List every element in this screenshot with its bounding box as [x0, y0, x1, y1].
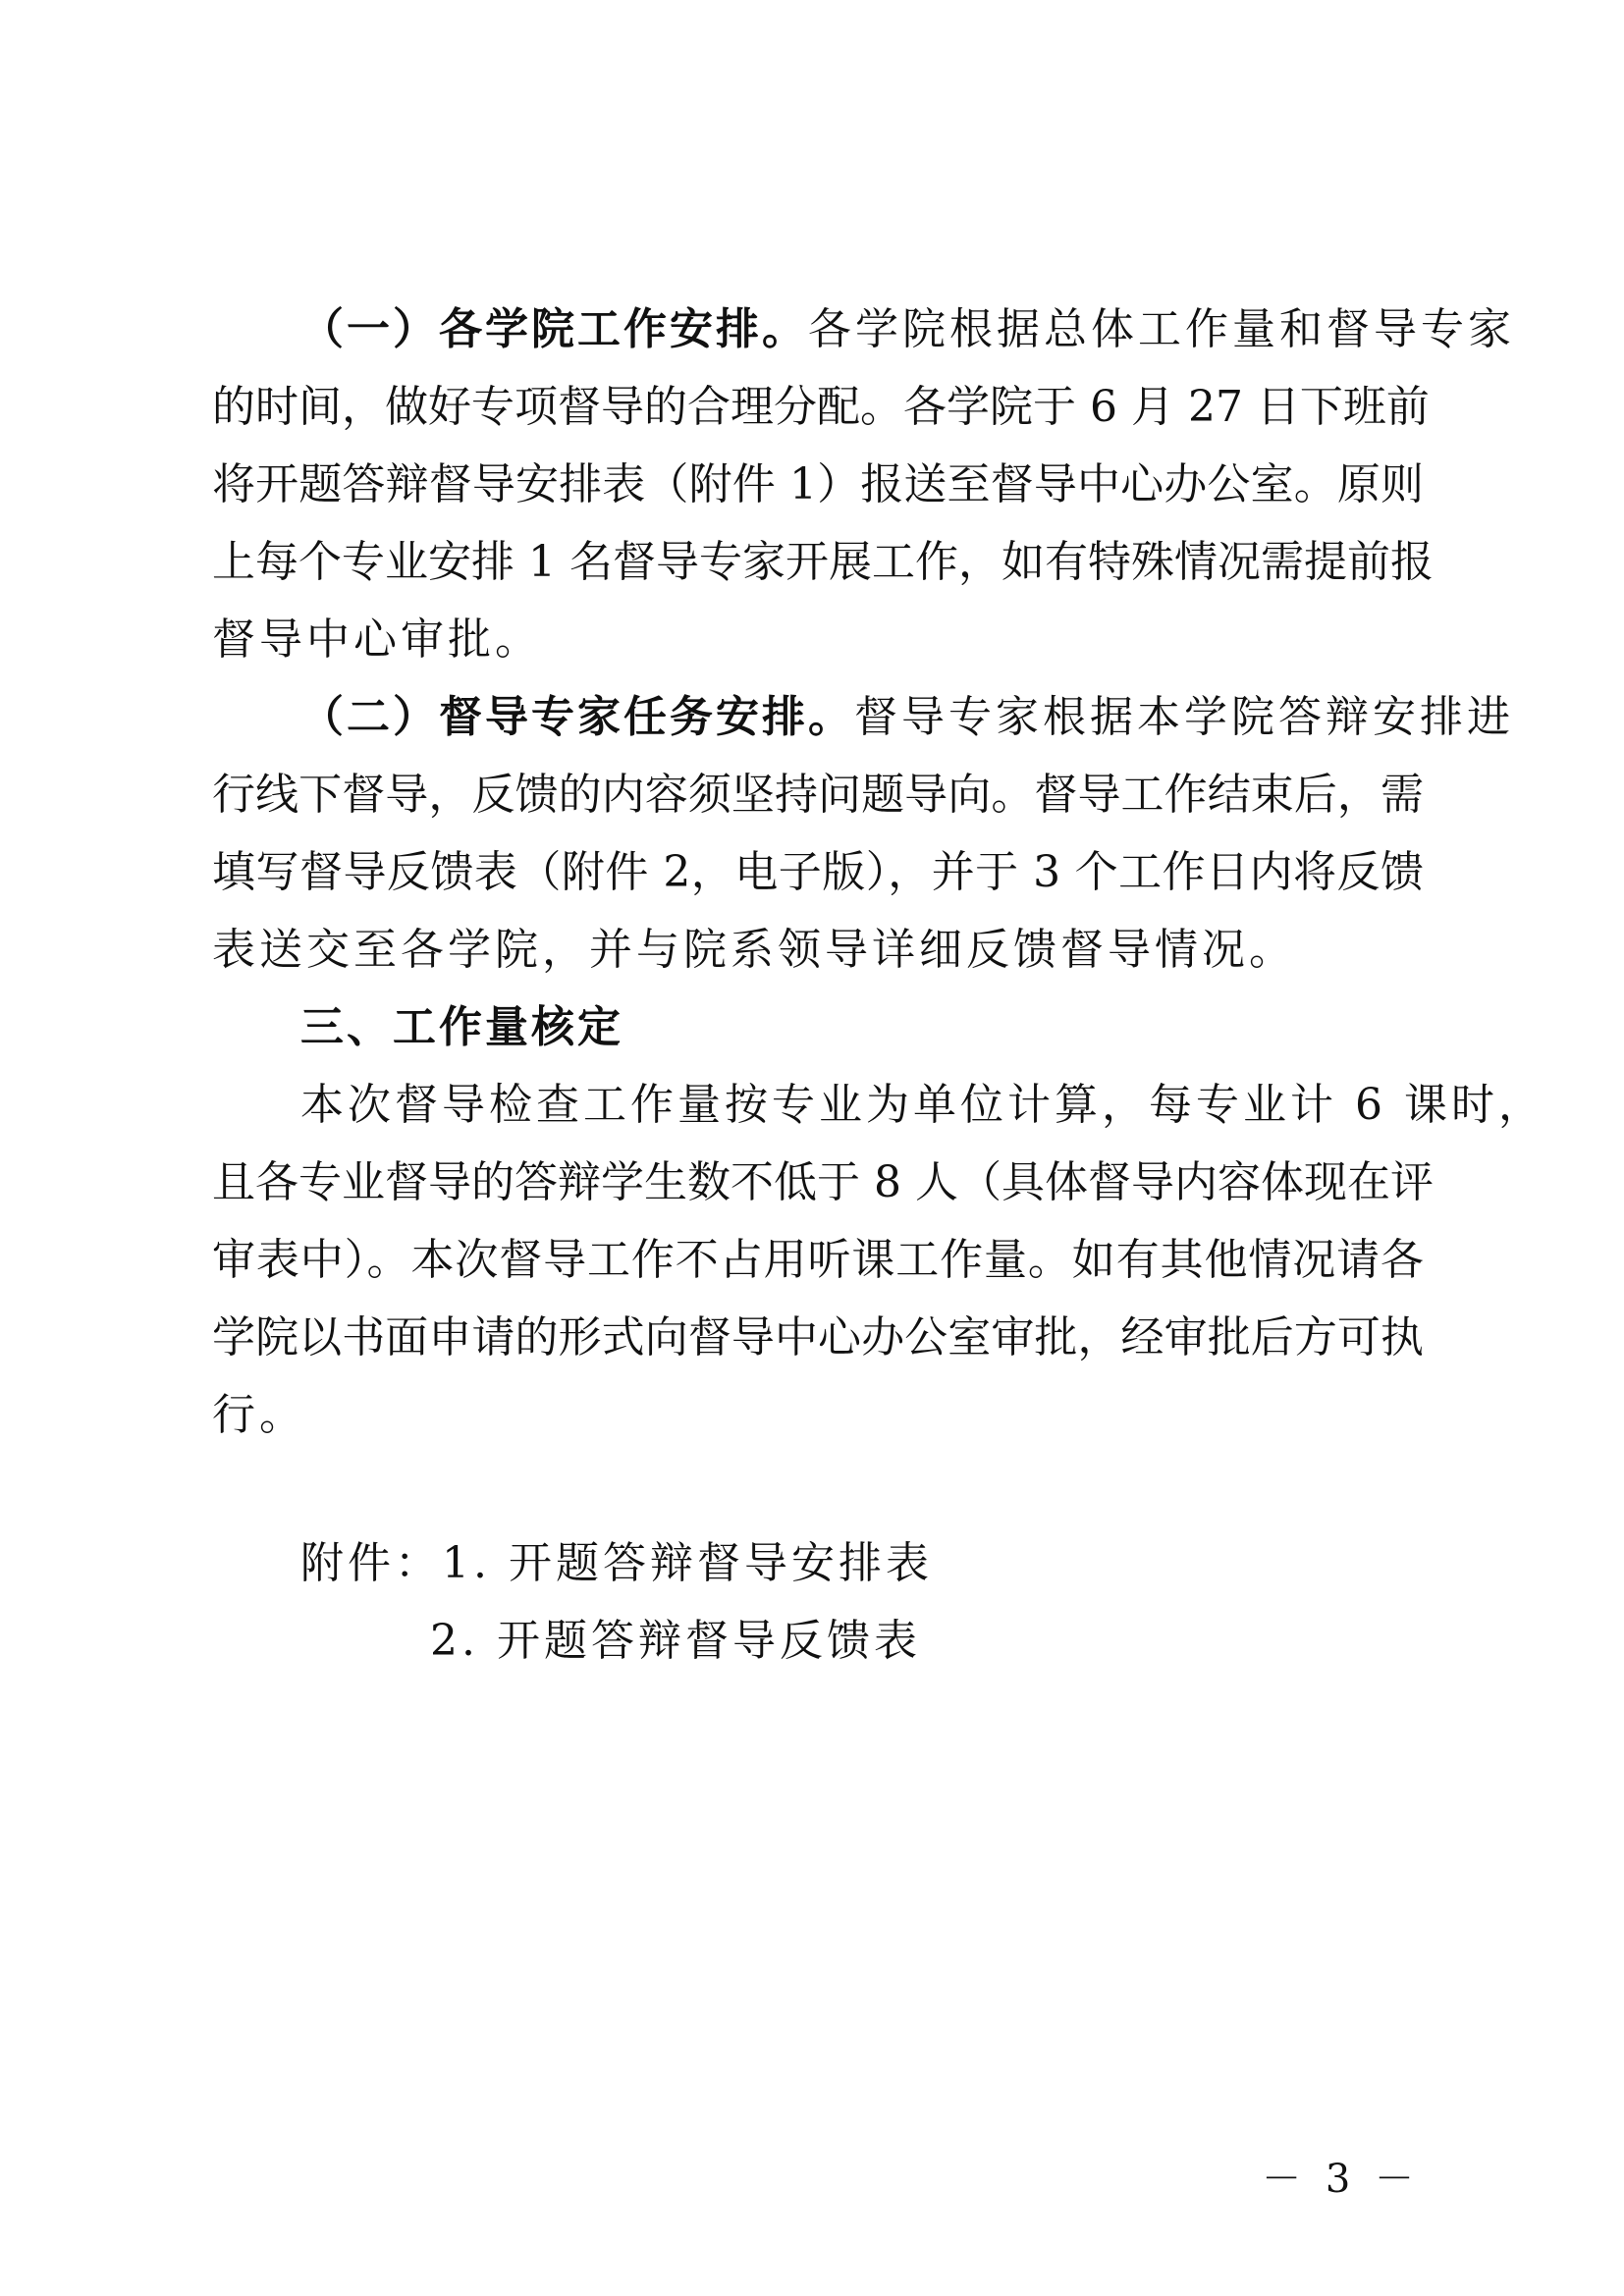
section1-line-2: 将开题答辩督导安排表（附件 1）报送至督导中心办公室。原则 — [212, 459, 1424, 509]
section1-line-1: 的时间，做好专项督导的合理分配。各学院于 6 月 27 日下班前 — [212, 382, 1430, 432]
page-number: － 3 － — [1262, 2157, 1420, 2202]
section2-first-line — [212, 678, 1514, 756]
section2-line-3: 表送交至各学院，并与院系领导详细反馈督导情况。 — [212, 925, 1296, 975]
section2-line-1: 行线下督导，反馈的内容须坚持问题导向。督导工作结束后，需 — [212, 770, 1424, 820]
section3-line-2: 审表中）。本次督导工作不占用听课工作量。如有其他情况请各 — [212, 1235, 1424, 1285]
document-body — [212, 291, 1545, 1680]
attachment-item-1: 1. 开题答辩督导安排表 — [442, 1538, 933, 1588]
section3-line-0: 本次督导检查工作量按专业为单位计算，每专业计 6 课时， — [300, 1080, 1545, 1130]
section3-line-3: 学院以书面申请的形式向督导中心办公室审批，经审批后方可执 — [212, 1312, 1424, 1362]
section3-heading: 三、工作量核定 — [300, 1002, 623, 1052]
section2-label: （二）督导专家任务安排。 — [300, 692, 854, 742]
attachment-item-2: 2. 开题答辩督导反馈表 — [430, 1616, 921, 1666]
section2-line-2: 填写督导反馈表（附件 2，电子版），并于 3 个工作日内将反馈 — [212, 847, 1424, 897]
section3-line-1: 且各专业督导的答辩学生数不低于 8 人（具体督导内容体现在评 — [212, 1157, 1434, 1207]
section1-first-line — [212, 291, 1515, 368]
section3-line-4: 行。 — [212, 1390, 306, 1440]
attachments-label: 附件： — [300, 1538, 442, 1588]
attachments-first-line — [212, 1524, 1424, 1602]
section1-line-3: 上每个专业安排 1 名督导专家开展工作，如有特殊情况需提前报 — [212, 537, 1434, 587]
spacer — [212, 1454, 1424, 1524]
section2-line-0: 督导专家根据本学院答辩安排进 — [854, 692, 1514, 742]
section1-line-0: 各学院根据总体工作量和督导专家 — [808, 304, 1515, 354]
section1-label: （一）各学院工作安排。 — [300, 304, 808, 354]
section1-line-4: 督导中心审批。 — [212, 614, 542, 665]
